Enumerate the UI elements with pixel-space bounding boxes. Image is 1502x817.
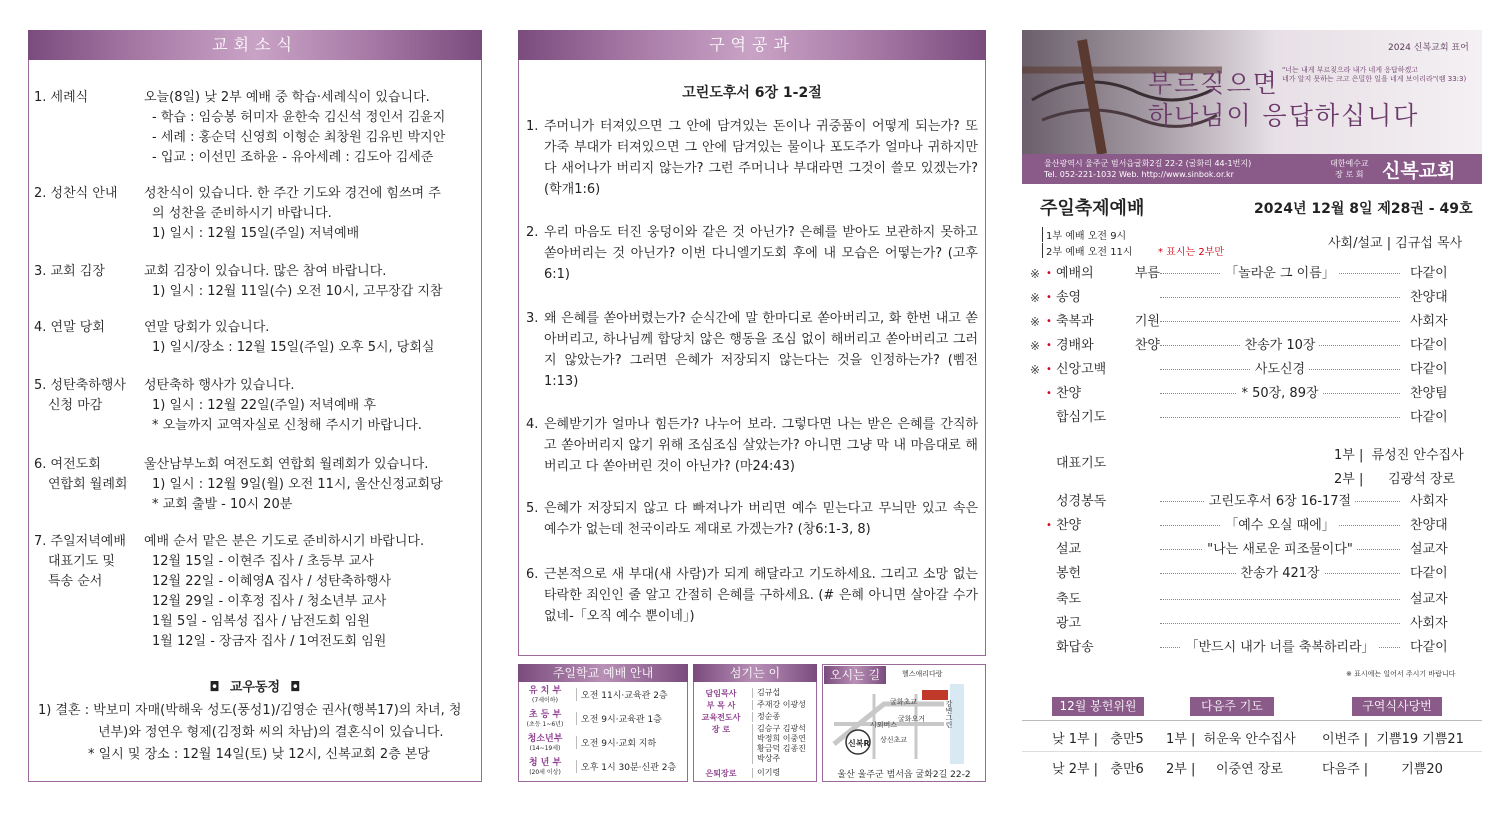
- news-item-line: 1) 일시/장소 : 12월 15일(주일) 오후 5시, 당회실: [152, 340, 435, 355]
- study-passage: 고린도후서 6장 1-2절: [682, 85, 822, 101]
- news-item-line: 성찬식이 있습니다. 한 주간 기도와 경건에 힘쓰며 주: [144, 186, 441, 201]
- news-item-line: * 교회 출발 - 10시 20분: [152, 497, 293, 512]
- news-item-title: 1. 세례식: [34, 90, 89, 105]
- second-service-star-icon: •: [1046, 388, 1052, 399]
- standing-footnote: ※ 표시에는 일어서 주시기 바랍니다: [1346, 670, 1456, 678]
- question-number: 6.: [526, 567, 539, 582]
- study-question: [526, 308, 978, 392]
- map-label-junction: 굴화오거: [898, 715, 926, 723]
- stand-mark: ※: [1030, 363, 1041, 377]
- news-item-title: 연합회 월례회: [48, 477, 128, 492]
- map-label-health: 헬스애리다랑: [902, 670, 943, 678]
- second-service-star-icon: •: [1046, 340, 1052, 351]
- order-name: 축도: [1056, 592, 1082, 607]
- worship-order-item: [1030, 334, 1475, 358]
- church-address: 울산광역시 울주군 범서읍굴화2길 22-2 (굴화리 44-1번지): [1044, 159, 1252, 168]
- order-detail: 「반드시 내가 너를 축복하리라」: [1181, 640, 1378, 655]
- order-name: 설교: [1056, 542, 1082, 557]
- second-service-star-icon: •: [1046, 292, 1052, 303]
- question-text: 왜 은혜를 쏟아버렸는가? 순식간에 말 한마디로 쏟아버리고, 화 한번 내고 쏟아버리고, 하나님께 합당치 않은 행동을 조심 없이 해버리고 쏟아버리고 그러지 않았는가? 그러면 은혜가 저장되지 않는다는 것을 인정하는가? (삠전1:13): [544, 311, 978, 389]
- department-info: 오후 1시 30분·신관 2층: [576, 760, 676, 773]
- bottom-divider-mid: [1022, 751, 1482, 752]
- news-item-line: * 오늘까지 교역자실로 신청해 주시기 바랍니다.: [152, 418, 422, 433]
- dotted-leader: [1160, 417, 1400, 418]
- worship-order-item: [1030, 588, 1475, 612]
- dotted-leader: [1160, 321, 1400, 322]
- service-title: 주일축제예배: [1040, 198, 1145, 219]
- order-name: 대표기도: [1056, 456, 1107, 471]
- question-text: 은혜받기가 얼마나 힘든가? 나누어 보라. 그렇다면 나는 받은 은혜를 간직하고 쏟아버리지 않기 위해 조심조심 살았는가? 아니면 그냥 막 내 마음대로 해버리고 다 쏟아버린 것이 아닌가? (마24:43): [544, 417, 978, 474]
- order-name: 송영: [1056, 290, 1082, 305]
- order-name: 화답송: [1056, 640, 1094, 655]
- server-role: 담임목사: [705, 689, 737, 698]
- dotted-leader: [1160, 599, 1400, 600]
- prayer-1: 1부 | 류성진 안수집사: [1334, 448, 1464, 463]
- news-item-line: 예배 순서 맡은 분은 기도로 준비하시기 바랍니다.: [144, 534, 425, 549]
- second-service-star-icon: •: [1046, 364, 1052, 375]
- worship-order-item: [1030, 490, 1475, 514]
- server-names: 주재강 이광성: [752, 700, 806, 710]
- news-item-title: 3. 교회 김장: [34, 264, 105, 279]
- order-leader: 사회자: [1410, 616, 1448, 631]
- offering-row-1: 낮 1부 | 충만5: [1052, 732, 1144, 747]
- question-text: 우리 마음도 터진 웅덩이와 같은 것 아닌가? 은혜를 받아도 보관하지 못하고 쏟아버리는 것 아닌가? 이번 다니엘기도회 후에 내 모습은 어떻는가? (고후6:1): [544, 225, 978, 282]
- worship-order-item: [1030, 612, 1475, 636]
- map-label-sangshin: 상신초교: [880, 736, 908, 744]
- second-service-star-icon: •: [1046, 316, 1052, 327]
- news-item: [34, 318, 474, 358]
- wedding-line-2: 년부)와 정연우 형제(김정화 씨의 차남)의 결혼식이 있습니다.: [98, 725, 444, 740]
- server-role: 장 로: [711, 725, 731, 734]
- dotted-leader: [1160, 297, 1400, 298]
- news-item-line: 12월 29일 - 이후정 집사 / 청소년부 교사: [152, 594, 387, 609]
- order-detail: 「놀라운 그 이름」: [1221, 266, 1339, 281]
- news-item-line: 교회 김장이 있습니다. 많은 참여 바랍니다.: [144, 264, 387, 279]
- offering-row-2: 낮 2부 | 충만6: [1052, 762, 1144, 777]
- question-number: 3.: [526, 311, 539, 326]
- map-caption: 울산 울주군 범서읍 굴화2길 22-2: [837, 770, 971, 780]
- news-item-line: 12월 15일 - 이현주 집사 / 초등부 교사: [152, 554, 374, 569]
- order-name: 축복과 기원: [1056, 314, 1160, 329]
- order-leader: 다같이: [1410, 410, 1448, 425]
- order-leader: 다같이: [1410, 266, 1448, 281]
- department-age: (7세이하): [532, 697, 558, 704]
- stand-mark: ※: [1030, 267, 1041, 281]
- cover-verse: "너는 내게 부르짖으라 내가 네게 응답하겠고 네가 알지 못하는 크고 은밀한 일을 네게 보이리라"(렘 33:3): [1282, 66, 1467, 83]
- news-item: [34, 184, 474, 244]
- stand-mark: ※: [1030, 339, 1041, 353]
- map-label-church: 신복교회: [922, 680, 950, 688]
- news-item-line: 12월 22일 - 이혜영A 집사 / 성탄축하행사: [152, 574, 392, 589]
- news-item-title: 특송 순서: [48, 574, 103, 589]
- map-label-river: 강변그린: [945, 700, 953, 728]
- order-name: 예배의 부름: [1056, 266, 1160, 281]
- news-item-line: - 학습 : 임승봉 허미자 윤한숙 김신석 정인서 김윤지: [152, 110, 446, 125]
- offering-header: 12월 봉헌위원: [1052, 697, 1144, 716]
- news-item-line: 1월 12일 - 장금자 집사 / 1여전도회 임원: [152, 634, 387, 649]
- news-item-title: 6. 여전도회: [34, 457, 101, 472]
- next-prayer-row-1: 1부 | 허운욱 안수집사: [1166, 732, 1296, 747]
- news-item-line: 1) 일시 : 12월 11일(수) 오전 10시, 고무장갑 지참: [152, 284, 443, 299]
- department-name: 청 년 부: [528, 758, 562, 768]
- department-info: 오전 9시·교회 지하: [576, 736, 656, 749]
- order-leader: 설교자: [1410, 592, 1448, 607]
- news-item: [34, 262, 474, 302]
- location-map: [824, 684, 984, 764]
- question-number: 1.: [526, 119, 539, 134]
- server-names: 김규섭: [752, 688, 780, 698]
- district-row-2: 다음주 | 기쁨20: [1322, 762, 1443, 777]
- order-leader: 다같이: [1410, 362, 1448, 377]
- news-item-line: 오늘(8일) 낮 2부 예배 중 학습·세례식이 있습니다.: [144, 90, 430, 105]
- order-leader: 찬양팀: [1410, 386, 1448, 401]
- cover-headline-1: 부르짖으면: [1148, 69, 1279, 98]
- news-item: [34, 532, 474, 652]
- diamond-icon: ◘: [290, 680, 301, 695]
- wedding-line-3: * 일시 및 장소 : 12월 14일(토) 낮 12시, 신복교회 2층 본당: [88, 747, 430, 762]
- order-name: 성경봉독: [1056, 494, 1107, 509]
- news-item-line: 의 성찬을 준비하시기 바랍니다.: [152, 206, 332, 221]
- map-label-sinbok-r: 신복R: [848, 739, 870, 748]
- order-detail: 「예수 오실 때에」: [1221, 518, 1339, 533]
- worship-order-item: [1030, 262, 1475, 286]
- order-detail: * 50장, 89장: [1237, 386, 1322, 401]
- worship-order-item: [1030, 514, 1475, 538]
- worship-order-item: [1030, 310, 1475, 334]
- worship-order-item: [1030, 636, 1475, 660]
- news-item-line: 1) 일시 : 12월 22일(주일) 저녁예배 후: [152, 398, 376, 413]
- order-name: 경배와 찬양: [1056, 338, 1160, 353]
- order-detail: "나는 새로운 피조물이다": [1203, 542, 1357, 557]
- order-leader: 찬양대: [1410, 290, 1448, 305]
- worship-order-item: [1030, 538, 1475, 562]
- news-item: [34, 88, 474, 168]
- order-name: 신앙고백: [1056, 362, 1107, 377]
- denomination: 대한예수교 장 로 회: [1330, 159, 1369, 179]
- second-service-star-icon: •: [1046, 268, 1052, 279]
- order-leader: 다같이: [1410, 640, 1448, 655]
- worship-order-item: [1030, 286, 1475, 310]
- order-name: 찬양: [1056, 518, 1082, 533]
- department-name: 청소년부: [527, 734, 563, 744]
- news-item-title: 2. 성찬식 안내: [34, 186, 118, 201]
- department-info: 오전 9시·교육관 1층: [576, 712, 662, 725]
- news-item-title: 4. 연말 당회: [34, 320, 105, 335]
- department-name: 유 치 부: [528, 686, 562, 696]
- question-number: 4.: [526, 417, 539, 432]
- worship-order-item: [1030, 562, 1475, 586]
- study-question: [526, 116, 978, 200]
- dotted-leader: [1160, 623, 1400, 624]
- question-number: 2.: [526, 225, 539, 240]
- order-detail: 찬송가 421장: [1236, 566, 1323, 581]
- order-leader: 사회자: [1410, 494, 1448, 509]
- stand-mark: ※: [1030, 315, 1041, 329]
- church-contact: Tel. 052-221-1032 Web. http://www.sinbok.or.kr: [1044, 170, 1234, 179]
- order-detail: 고린도후서 6장 16-17절: [1205, 494, 1355, 509]
- server-role: 교육전도사: [701, 713, 741, 722]
- church-info-bar: [1022, 154, 1482, 184]
- news-item-line: - 입교 : 이선민 조하윤 - 유아세례 : 김도아 김세준: [152, 150, 434, 165]
- study-question: [526, 498, 978, 540]
- department-age: (초등 1~6년): [526, 721, 564, 728]
- server-role: 부 목 사: [706, 701, 736, 710]
- district-row-1: 이번주 | 기쁨19 기쁨21: [1322, 732, 1464, 747]
- study-question: [526, 222, 978, 285]
- news-item: [34, 376, 474, 436]
- department-age: (14~19세): [529, 745, 561, 752]
- order-leader: 찬양대: [1410, 518, 1448, 533]
- bottom-divider-top: [1022, 720, 1482, 721]
- order-leader: 다같이: [1410, 566, 1448, 581]
- department-age: (20세 이상): [529, 769, 561, 776]
- study-header: 구역공과: [518, 30, 986, 60]
- order-name: 광고: [1056, 616, 1082, 631]
- church-news-header: 교회소식: [28, 30, 482, 60]
- news-item-line: 연말 당회가 있습니다.: [144, 320, 270, 335]
- worship-order-item: [1030, 406, 1475, 430]
- next-prayer-row-2: 2부 | 이중연 장로: [1166, 762, 1283, 777]
- news-item-line: - 세례 : 홍순덕 신영희 이형순 최창원 김유빈 박지안: [152, 130, 446, 145]
- department-info: 오전 11시·교육관 2층: [576, 688, 668, 701]
- server-names: 이기령: [752, 768, 780, 778]
- question-text: 은혜가 저장되지 않고 다 빠져나가 버리면 예수 믿는다고 무늬만 있고 속은 예수가 없는데 천국이라도 제대로 가겠는가? (창6:1-3, 8): [544, 501, 978, 537]
- year-label: 2024 신복교회 표어: [1388, 43, 1469, 53]
- news-item-line: 1월 5일 - 임복성 집사 / 남전도회 임원: [152, 614, 370, 629]
- sunday-school-header: 주일학교 예배 안내: [518, 664, 688, 682]
- preacher: 사회/설교 | 김규섭 목사: [1328, 236, 1463, 251]
- study-question: [526, 414, 978, 477]
- service-date: 2024년 12월 8일 제28권 - 49호: [1254, 201, 1473, 217]
- servers-header: 섬기는 이: [693, 664, 817, 682]
- map-label-school: 굴화초교: [890, 698, 918, 706]
- server-names: 정순종: [752, 712, 780, 722]
- order-name: 찬양: [1056, 386, 1082, 401]
- order-name: 봉헌: [1056, 566, 1082, 581]
- map-header: 오시는 길: [824, 666, 886, 684]
- news-item-line: 울산남부노회 여전도회 연합회 월례회가 있습니다.: [144, 457, 429, 472]
- cover-headline-2: 하나님이 응답하십니다: [1148, 101, 1420, 130]
- server-role: 은퇴장로: [705, 769, 737, 778]
- news-item-title: 대표기도 및: [48, 554, 115, 569]
- wedding-line-1: 1) 결혼 : 박보미 자매(박해욱 성도(풍성1)/김영순 권사(행복17)의 차녀, 청: [38, 703, 462, 718]
- service-time-2: 2부 예배 오전 11시: [1042, 243, 1133, 258]
- order-leader: 설교자: [1410, 542, 1448, 557]
- study-question: [526, 564, 978, 627]
- question-text: 주머니가 터져있으면 그 안에 담겨있는 돈이나 귀중품이 어떻게 되는가? 또 가죽 부대가 터져있으면 그 안에 담겨있는 물이나 포도주가 얼마나 귀하지만 다 새어나가 버리지 않는가? 그런 주머니나 부대라면 그것이 쓸모 있겠는가? (학개1:6): [544, 119, 978, 197]
- worship-order-item: [1030, 358, 1475, 382]
- order-detail: 사도신경: [1251, 362, 1309, 377]
- server-names: 김승구 김광석 박정희 이중연 황금덕 김종진 박상주: [752, 724, 806, 764]
- church-family-title-row: [28, 676, 482, 695]
- church-name: 신복교회: [1382, 160, 1456, 182]
- map-label-bus: 시외버스: [870, 721, 898, 729]
- second-service-star-icon: •: [1046, 520, 1052, 531]
- news-item-line: 1) 일시 : 12월 15일(주일) 저녁예배: [152, 226, 360, 241]
- news-item-title: 5. 성탄축하행사: [34, 378, 126, 393]
- question-number: 5.: [526, 501, 539, 516]
- order-leader: 사회자: [1410, 314, 1448, 329]
- service-time-1: 1부 예배 오전 9시: [1042, 227, 1126, 242]
- news-item-title: 신청 마감: [48, 398, 103, 413]
- next-prayer-header: 다음주 기도: [1190, 697, 1274, 716]
- district-header: 구역식사당번: [1352, 697, 1442, 716]
- news-item-line: 1) 일시 : 12월 9일(월) 오전 11시, 울산신정교회당: [152, 477, 443, 492]
- diamond-icon: ◘: [209, 680, 220, 695]
- department-name: 초 등 부: [528, 710, 562, 720]
- question-text: 근본적으로 새 부대(새 사람)가 되게 해달라고 기도하세요. 그리고 소망 없는 타락한 죄인인 줄 알고 간절히 은혜를 구하세요. (# 은혜 아니면 살아갈 수가 없네-「오직 예수 뿐이네」): [544, 567, 978, 624]
- order-name: 합심기도: [1056, 410, 1107, 425]
- worship-order-item: [1030, 382, 1475, 406]
- church-family-title: 교우동정: [229, 680, 281, 695]
- stand-mark: ※: [1030, 291, 1041, 305]
- prayer-2: 2부 | 김광석 장로: [1334, 472, 1456, 487]
- star-note: * 표시는 2부만: [1158, 247, 1225, 258]
- news-item-line: 성탄축하 행사가 있습니다.: [144, 378, 295, 393]
- order-detail: 찬송가 10장: [1241, 338, 1320, 353]
- order-leader: 다같이: [1410, 338, 1448, 353]
- news-item: [34, 455, 474, 515]
- news-item-title: 7. 주일저녁예배: [34, 534, 126, 549]
